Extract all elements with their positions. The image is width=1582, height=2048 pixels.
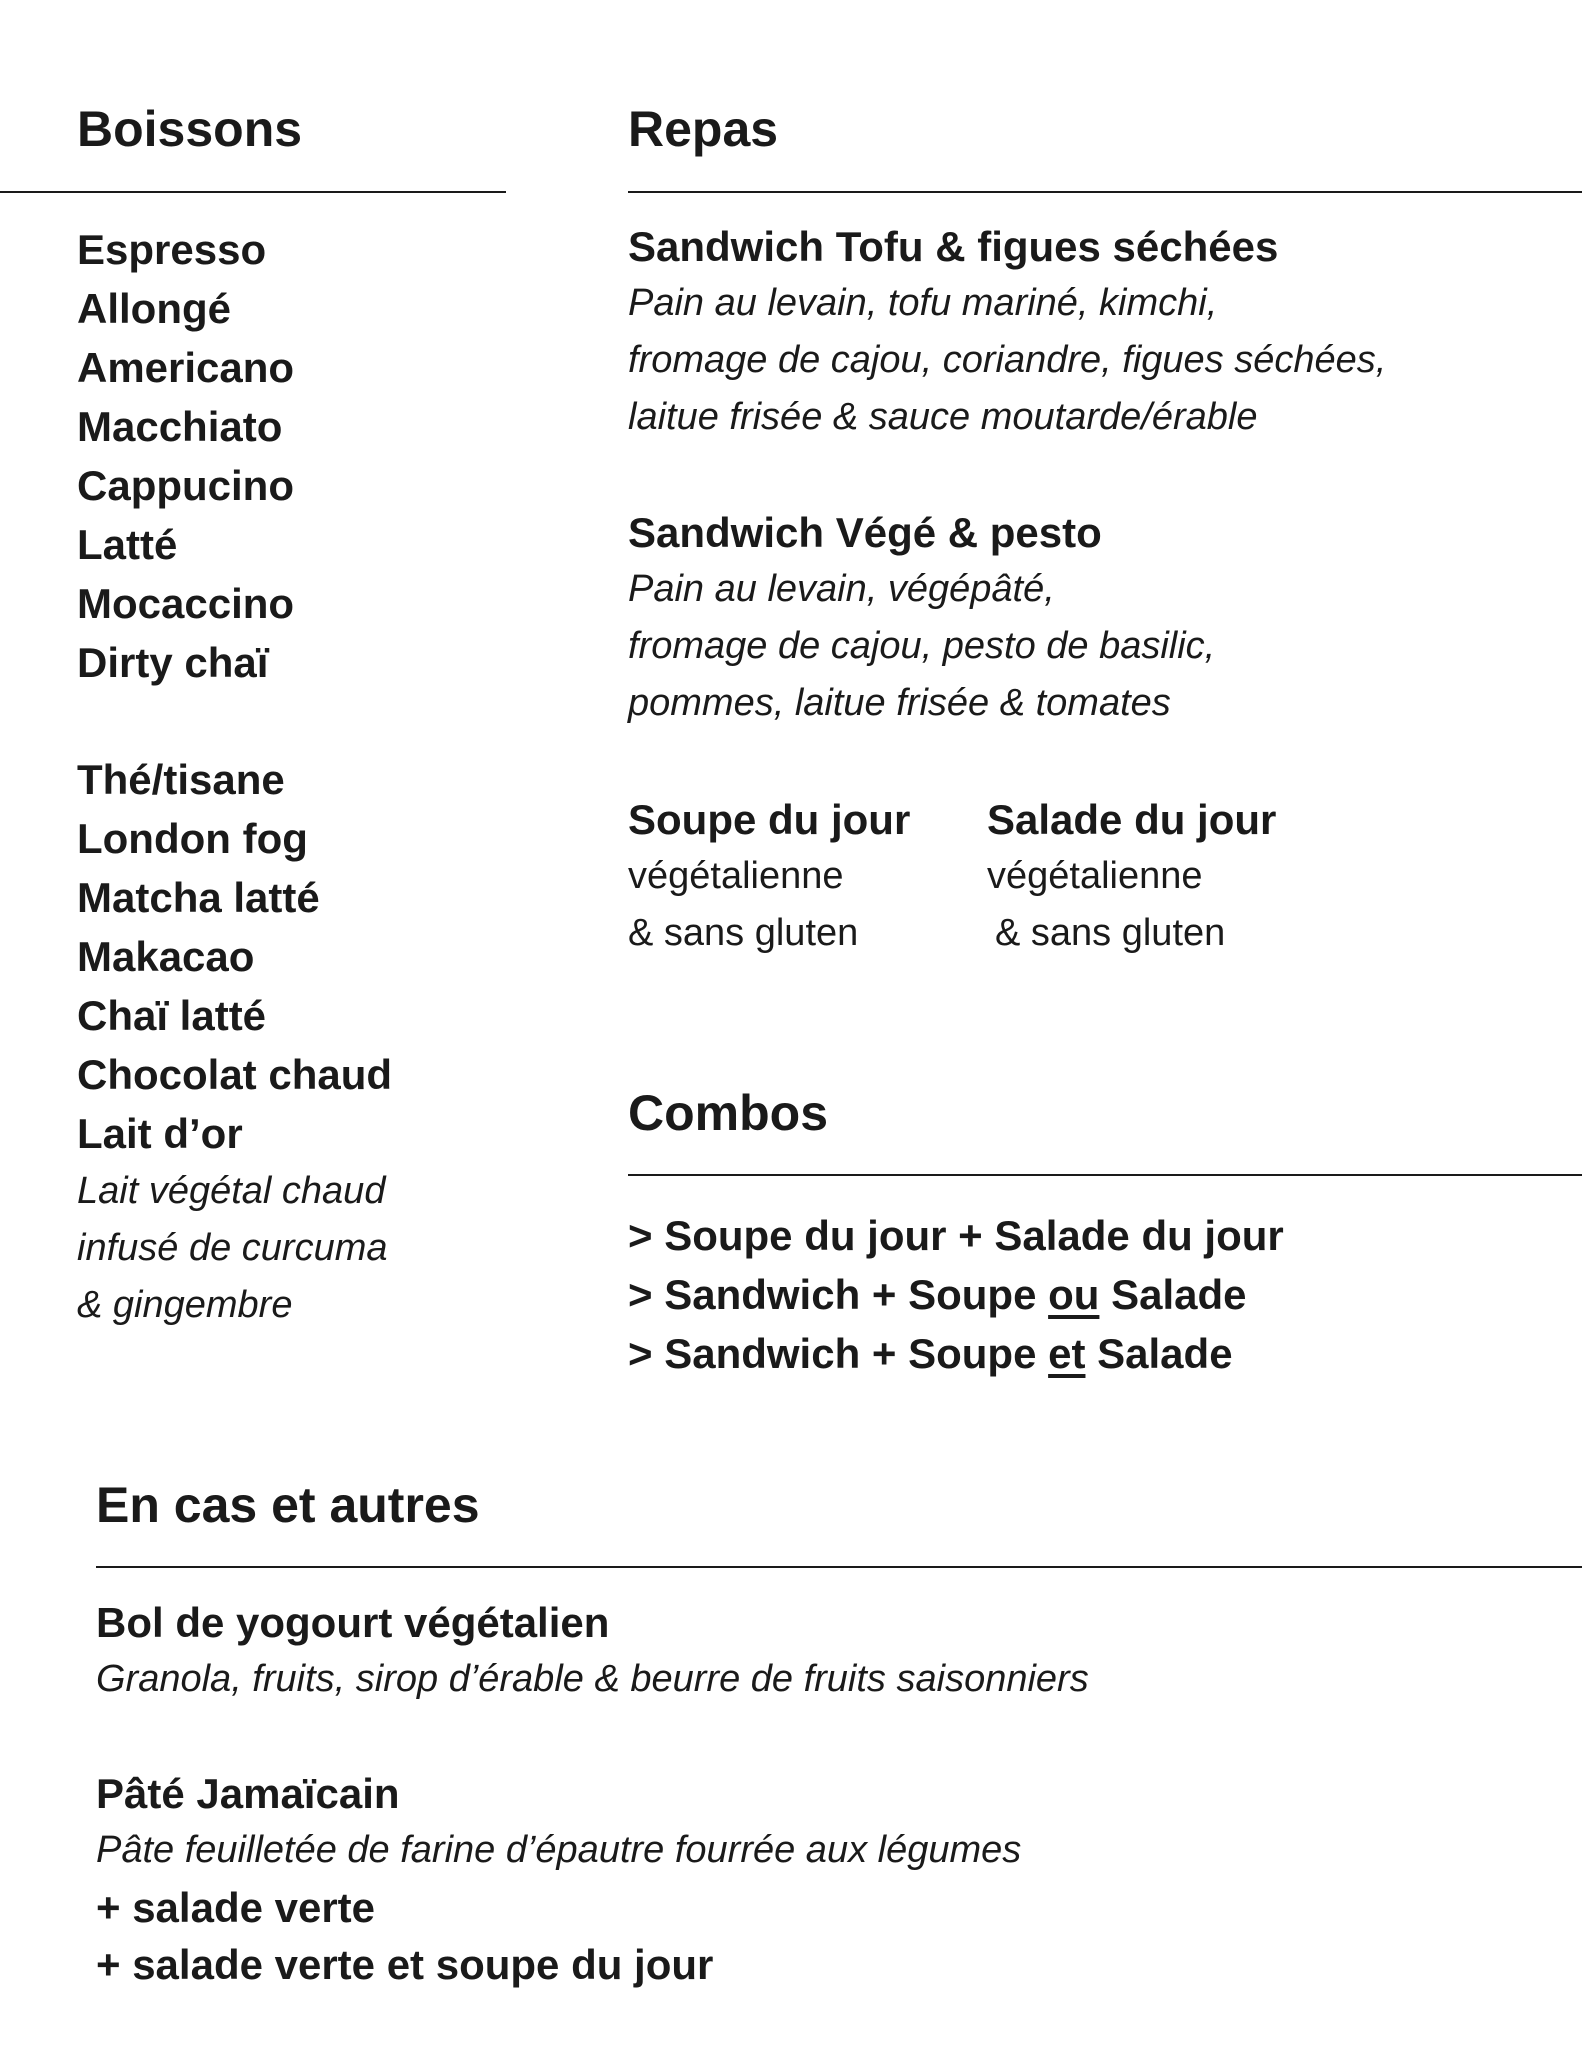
menu-item-soupe [628,791,910,962]
encas-heading: En cas et autres [96,1477,480,1533]
drink-item: Espresso [77,226,267,273]
item-description: laitue frisée & sauce moutarde/érable [628,396,1258,438]
item-description: & sans gluten [995,912,1226,954]
drink-item: Cappucino [77,462,294,509]
drink-item: Chaï latté [77,992,267,1039]
drink-item: Matcha latté [77,874,320,921]
combo-line: > Sandwich + Soupe ou Salade [628,1271,1247,1318]
item-option: + salade verte [96,1884,376,1931]
item-description: fromage de cajou, pesto de basilic, [628,625,1216,667]
lait-dor-description: & gingembre [77,1284,293,1326]
drink-item: Thé/tisane [77,756,285,803]
boissons-heading: Boissons [77,101,303,157]
item-name: Salade du jour [987,796,1277,843]
item-name: Bol de yogourt végétalien [96,1599,610,1646]
combos-heading: Combos [628,1085,828,1141]
lait-dor-description: Lait végétal chaud [77,1170,386,1212]
item-description: végétalienne [628,855,844,897]
item-option: + salade verte et soupe du jour [96,1941,714,1988]
menu-item-bol-yogourt [96,1594,1089,1708]
repas-heading: Repas [628,101,779,157]
drink-item: London fog [77,815,308,862]
item-name: Sandwich Tofu & figues séchées [628,223,1279,270]
item-name: Sandwich Végé & pesto [628,509,1102,556]
menu-item-sandwich-tofu [628,218,1386,446]
item-description: végétalienne [987,855,1203,897]
item-name: Pâté Jamaïcain [96,1770,400,1817]
item-description: Pâte feuilletée de farine d’épautre fourrée aux légumes [96,1829,1022,1871]
drink-item: Latté [77,521,178,568]
drink-item: Mocaccino [77,580,295,627]
item-description: fromage de cajou, coriandre, figues séchées, [628,339,1387,381]
lait-dor-description: infusé de curcuma [77,1227,388,1269]
combo-emphasis: ou [1048,1271,1100,1318]
drink-item: Allongé [77,285,231,332]
menu-item-sandwich-vege [628,504,1215,732]
combo-line: > Soupe du jour + Salade du jour [628,1212,1284,1259]
combo-line: > Sandwich + Soupe et Salade [628,1330,1233,1377]
menu-item-salade [987,791,1276,962]
menu-item-pate-jamaicain [96,1765,1021,1993]
drink-item: Lait d’or [77,1110,243,1157]
item-name: Soupe du jour [628,796,911,843]
drink-item: Dirty chaï [77,639,269,686]
encas-divider [96,1566,1582,1568]
drink-item: Macchiato [77,403,283,450]
item-description: Pain au levain, tofu mariné, kimchi, [628,282,1218,324]
combos-list [628,1206,1284,1383]
drink-item: Makacao [77,933,255,980]
drink-item: Chocolat chaud [77,1051,393,1098]
combo-emphasis: et [1048,1330,1086,1377]
item-description: Pain au levain, végépâté, [628,568,1055,610]
drink-item: Americano [77,344,295,391]
combos-divider [628,1174,1582,1176]
boissons-other-list [77,750,392,1334]
repas-divider [628,191,1582,193]
item-description: Granola, fruits, sirop d’érable & beurre de fruits saisonniers [96,1658,1089,1700]
boissons-coffee-list [77,220,294,692]
item-description: & sans gluten [628,912,859,954]
item-description: pommes, laitue frisée & tomates [628,682,1171,724]
boissons-divider [0,191,506,193]
